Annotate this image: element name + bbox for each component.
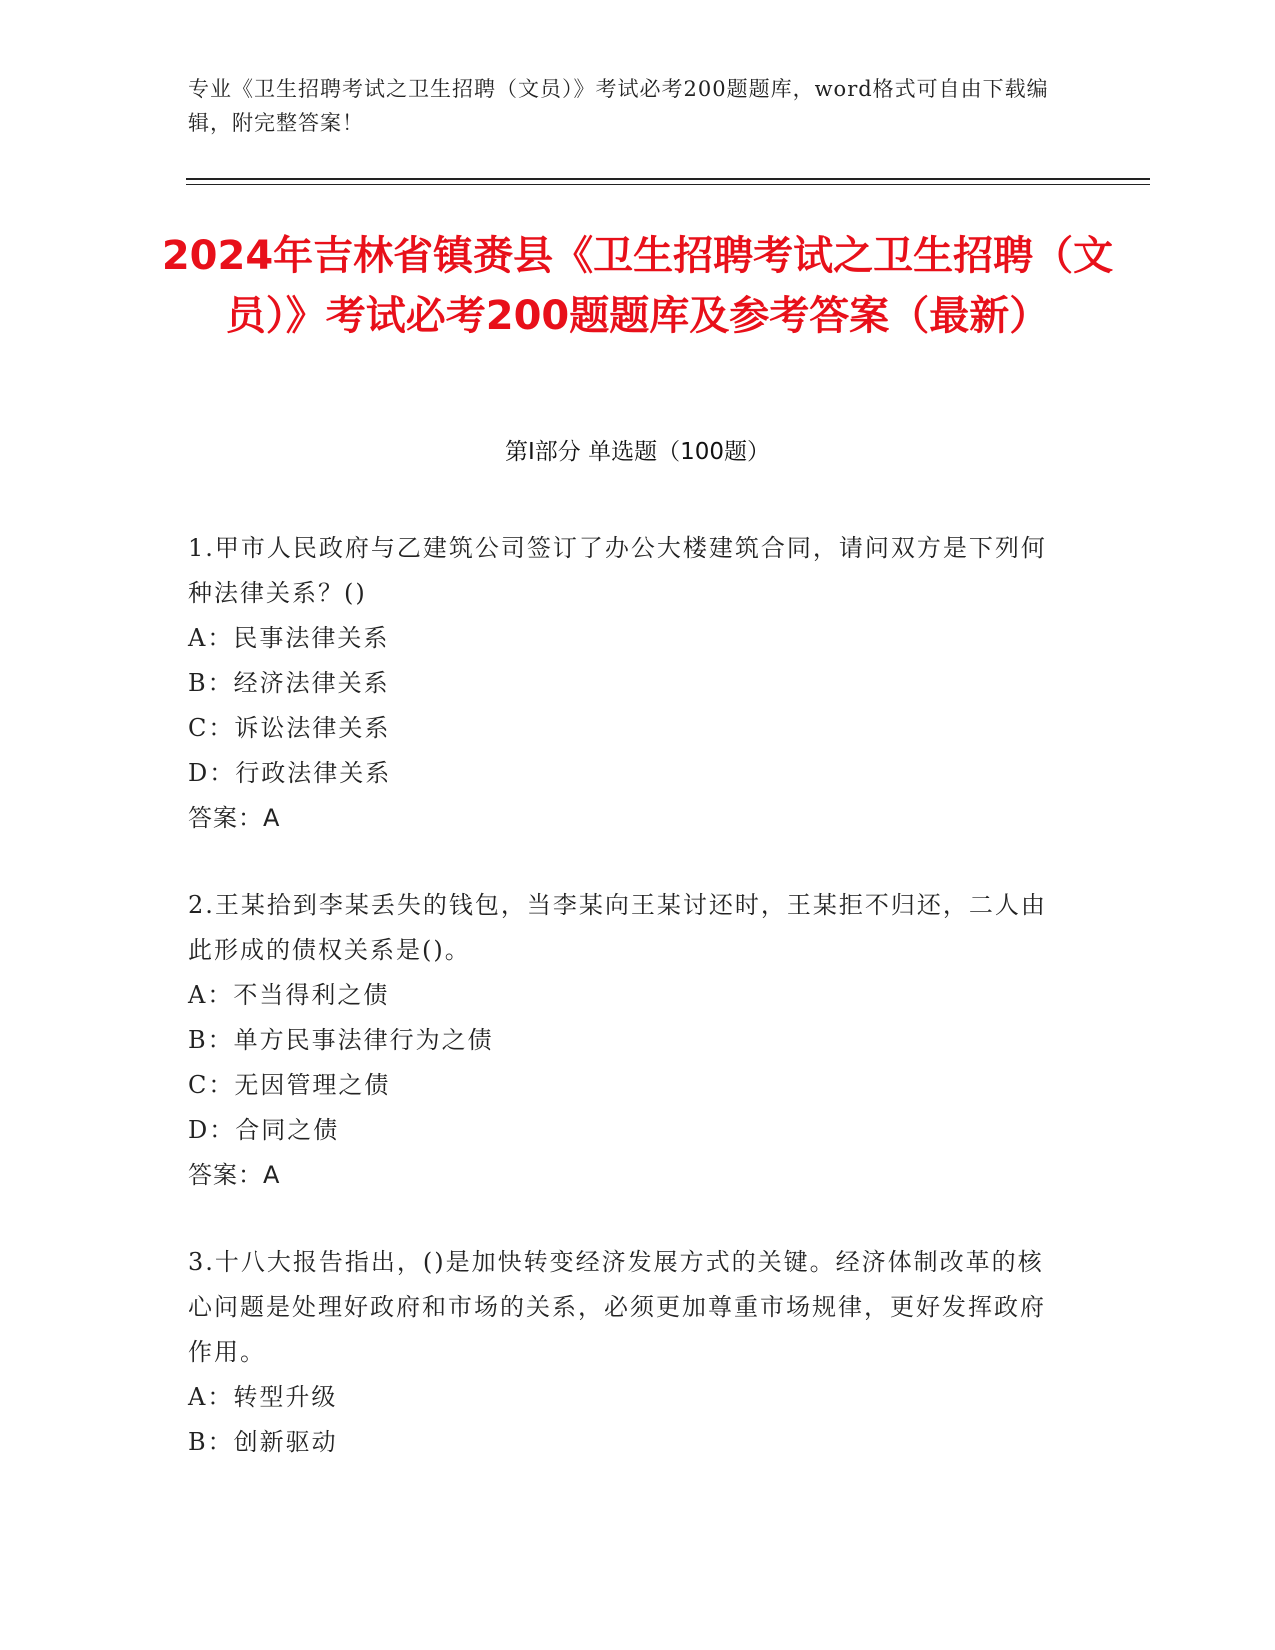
question-list [188, 526, 1068, 1507]
option-d: D：合同之债 [188, 1116, 340, 1144]
question-stem: 1.甲市人民政府与乙建筑公司签订了办公大楼建筑合同，请问双方是下列何种法律关系？() [188, 534, 1047, 607]
question-stem: 2.王某拾到李某丢失的钱包，当李某向王某讨还时，王某拒不归还，二人由此形成的债权关系是()。 [188, 891, 1047, 964]
answer: 答案：A [188, 804, 281, 832]
header-divider-thin [186, 184, 1150, 185]
question-2 [188, 883, 1068, 1198]
section-title: 第Ⅰ部分 单选题（100题） [505, 439, 770, 465]
option-a: A：不当得利之债 [188, 981, 390, 1009]
option-c: C：无因管理之债 [188, 1071, 391, 1099]
option-b: B：创新驱动 [188, 1428, 338, 1456]
option-a: A：民事法律关系 [188, 624, 390, 652]
question-stem: 3.十八大报告指出，()是加快转变经济发展方式的关键。经济体制改革的核心问题是处理好政府和市场的关系，必须更加尊重市场规律，更好发挥政府作用。 [188, 1248, 1046, 1366]
option-b: B：经济法律关系 [188, 669, 390, 697]
header-divider-thick [186, 178, 1150, 180]
option-b: B：单方民事法律行为之债 [188, 1026, 494, 1054]
question-1 [188, 526, 1068, 841]
option-d: D：行政法律关系 [188, 759, 392, 787]
option-a: A：转型升级 [188, 1383, 338, 1411]
question-3 [188, 1240, 1068, 1465]
document-title: 2024年吉林省镇赉县《卫生招聘考试之卫生招聘（文员）》考试必考200题题库及参考答案（最新） [161, 233, 1114, 339]
header-note: 专业《卫生招聘考试之卫生招聘（文员）》考试必考200题题库，word格式可自由下载编辑，附完整答案！ [188, 77, 1049, 135]
answer: 答案：A [188, 1161, 281, 1189]
option-c: C：诉讼法律关系 [188, 714, 391, 742]
